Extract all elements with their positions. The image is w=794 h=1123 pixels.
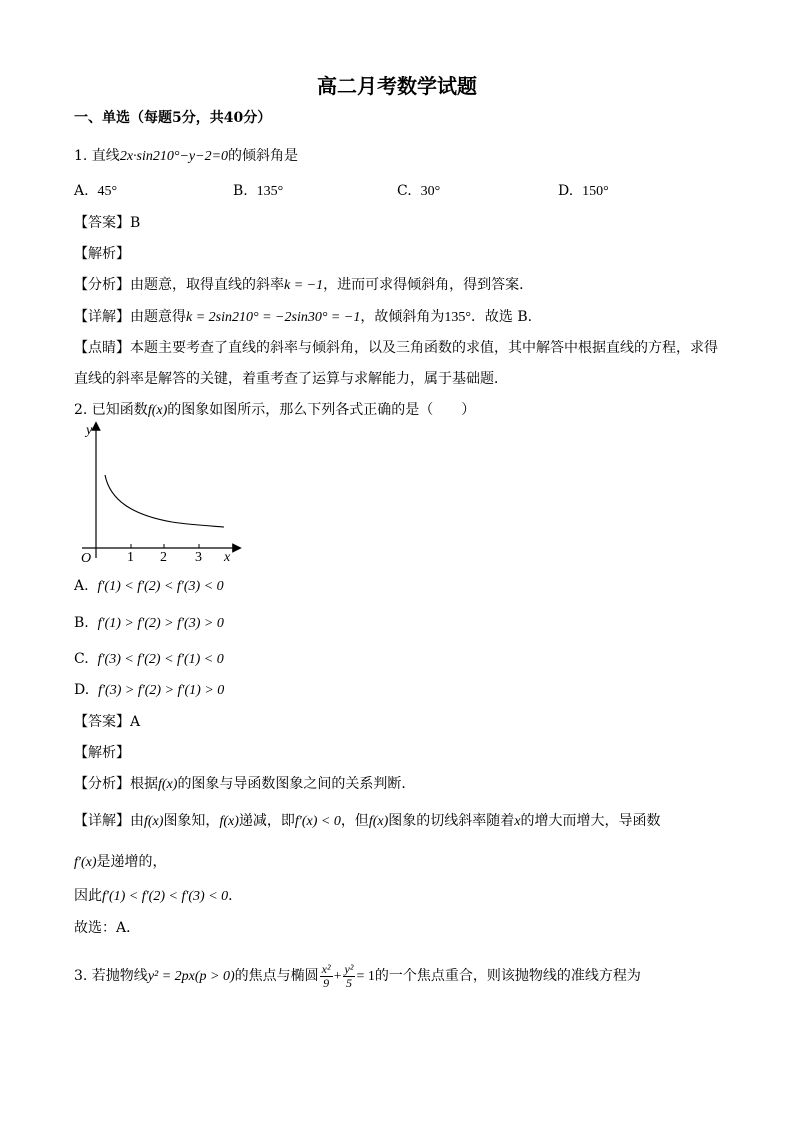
q1-fenxi: 【分析】由题意，取得直线的斜率k = −1，进而可求得倾斜角，得到答案． (74, 277, 534, 293)
q1-option-d: D. 150° (558, 183, 609, 199)
q2-analysis-tag: 【解析】 (74, 745, 130, 761)
q2-fenxi: 【分析】根据f(x)的图象与导函数图象之间的关系判断． (74, 776, 416, 792)
function-graph (72, 420, 252, 568)
origin-label: O (81, 551, 92, 566)
q1-prefix: 1. 直线 (74, 148, 120, 164)
question-1-stem (74, 146, 298, 167)
q1-analysis-tag: 【解析】 (74, 246, 130, 262)
q2-option-b: B. f′(1) > f′(2) > f′(3) > 0 (74, 615, 224, 631)
q2-xiangjie-line2: f′(x)是递增的， (74, 854, 167, 870)
q1-suffix: 的倾斜角是 (228, 148, 299, 164)
q2-option-c: C. f′(3) < f′(2) < f′(1) < 0 (74, 651, 224, 667)
q2-answer: 【答案】A (74, 714, 141, 730)
decreasing-curve (105, 475, 224, 527)
q2-xiangjie-line1: 【详解】由f(x)图象知，f(x)递减，即f′(x) < 0，但f(x)图象的切线斜率随着x的增大而增大，导函数 (74, 813, 661, 829)
q1-dianjing-line1: 【点睛】本题主要考查了直线的斜率与倾斜角，以及三角函数的求值，其中解答中根据直线的方程，求得 (74, 340, 718, 356)
q2-option-a: A. f′(1) < f′(2) < f′(3) < 0 (74, 578, 224, 594)
q2-xiangjie-line4: 故选：A． (74, 920, 141, 936)
q1-option-c: C. 30° (397, 183, 441, 199)
question-2-stem: 2. 已知函数f(x)的图象如图所示，那么下列各式正确的是（ ） (74, 402, 476, 418)
section-heading: 一、单选（每题5分，共40分） (74, 110, 272, 126)
q3-fraction-x: $\frac{\text{x²}}{9}$ (321, 961, 331, 990)
tick-label-1: 1 (127, 550, 134, 565)
q1-option-b: B. 135° (233, 183, 284, 199)
q3-fraction-y: $\frac{\text{y²}}{5}$ (344, 961, 354, 990)
q1-dianjing-line2: 直线的斜率是解答的关键，着重考查了运算与求解能力，属于基础题． (74, 371, 508, 387)
q1-equation: 2x·sin210°−y−2=0 (119, 149, 229, 164)
tick-label-3: 3 (195, 550, 202, 565)
q2-option-d: D. f′(3) > f′(2) > f′(1) > 0 (74, 682, 225, 698)
x-axis-label: x (224, 550, 231, 565)
q1-option-a: A. 45° (74, 183, 118, 199)
tick-label-2: 2 (160, 550, 167, 565)
question-3-stem: 3. 若抛物线y² = 2px(p > 0)的焦点与椭圆 $\frac{\text{x²}}{9}$ + $\frac{\text{y²}}{5}$ = 1的一个焦点重合，则该抛物线的准线方程为 (74, 961, 641, 990)
q2-xiangjie-line3: 因此f′(1) < f′(2) < f′(3) < 0． (74, 888, 243, 904)
q1-xiangjie: 【详解】由题意得k = 2sin210° = −2sin30° = −1，故倾斜角为135°．故选 B. (74, 309, 533, 325)
q1-answer: 【答案】B (74, 215, 141, 231)
page-title: 高二月考数学试题 (317, 74, 477, 98)
y-axis-label: y (86, 423, 93, 438)
